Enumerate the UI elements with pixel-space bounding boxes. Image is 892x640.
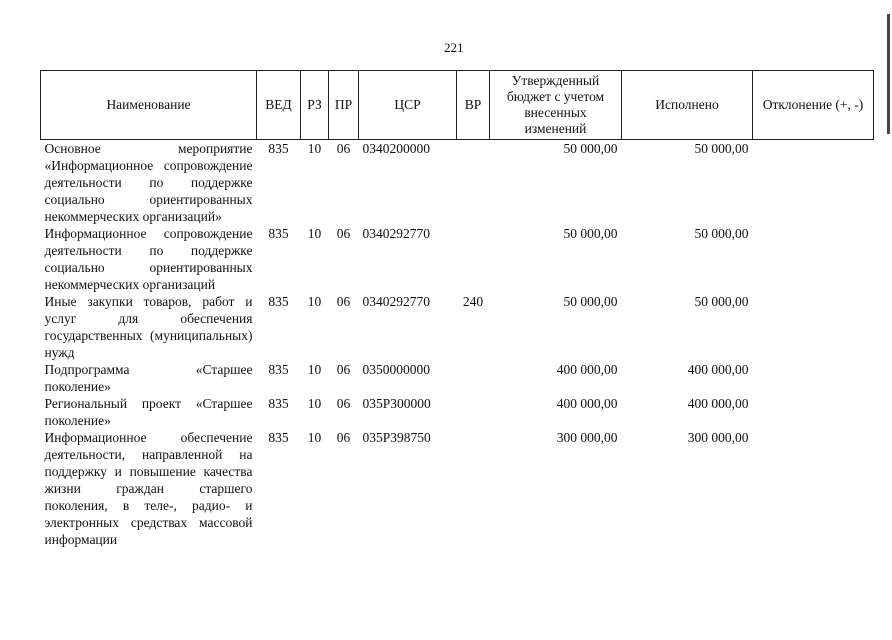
header-csr: ЦСР (359, 71, 457, 140)
row-vr: 240 (462, 294, 484, 309)
row-pr: 06 (336, 226, 351, 241)
row-approved: 50 000,00 (563, 141, 618, 156)
table-row (41, 140, 874, 226)
row-ved: 835 (268, 294, 289, 309)
row-name: Подпрограмма «Старшее поколение» (44, 362, 253, 394)
row-rz: 10 (307, 141, 322, 156)
row-approved: 300 000,00 (556, 430, 618, 445)
row-deviation (753, 361, 874, 395)
row-deviation (753, 395, 874, 429)
row-deviation (753, 225, 874, 293)
row-csr: 035P300000 (362, 396, 431, 411)
row-csr: 0340292770 (362, 294, 430, 309)
header-rz: РЗ (301, 71, 329, 140)
row-pr: 06 (336, 362, 351, 377)
row-pr: 06 (336, 294, 351, 309)
row-executed: 400 000,00 (687, 396, 749, 411)
row-rz: 10 (307, 226, 322, 241)
row-ved: 835 (268, 396, 289, 411)
row-name: Информационное сопровождение деятельности по поддержке социально ориентированных некоммерческих организаций (44, 226, 253, 292)
row-ved: 835 (268, 430, 289, 445)
header-approved: Утвержденный бюджет с учетом внесенных изменений (490, 71, 622, 140)
row-ved: 835 (268, 226, 289, 241)
row-csr: 0340200000 (362, 141, 430, 156)
row-pr: 06 (336, 430, 351, 445)
row-pr: 06 (336, 396, 351, 411)
header-pr: ПР (329, 71, 359, 140)
row-name: Региональный проект «Старшее поколение» (44, 396, 253, 428)
row-executed: 50 000,00 (694, 226, 749, 241)
row-vr (457, 395, 490, 429)
row-vr (457, 140, 490, 226)
row-csr: 0340292770 (362, 226, 430, 241)
row-approved: 400 000,00 (556, 396, 618, 411)
row-name: Информационное обеспечение деятельности, направленной на поддержку и повышение качества жизни граждан старшего поколения, в теле-, радио- и электронных средствах массовой информации (44, 430, 253, 547)
header-name: Наименование (41, 71, 257, 140)
row-name: Основное мероприятие «Информационное сопровождение деятельности по поддержке социально ориентированных некоммерческих организаций» (44, 141, 253, 224)
header-ved: ВЕД (257, 71, 301, 140)
row-approved: 50 000,00 (563, 294, 618, 309)
page-number: 221 (444, 40, 464, 55)
row-name: Иные закупки товаров, работ и услуг для обеспечения государственных (муниципальных) нужд (44, 294, 253, 360)
header-deviation: Отклонение (+, -) (753, 71, 874, 140)
row-vr (457, 361, 490, 395)
row-vr (457, 225, 490, 293)
table-row (41, 225, 874, 293)
row-deviation (753, 293, 874, 361)
header-executed: Исполнено (622, 71, 753, 140)
row-rz: 10 (307, 362, 322, 377)
row-vr (457, 429, 490, 548)
row-csr: 035P398750 (362, 430, 431, 445)
row-ved: 835 (268, 141, 289, 156)
row-rz: 10 (307, 396, 322, 411)
row-csr: 0350000000 (362, 362, 430, 377)
row-executed: 50 000,00 (694, 141, 749, 156)
header-vr: ВР (457, 71, 490, 140)
row-executed: 300 000,00 (687, 430, 749, 445)
page-edge-line (887, 14, 890, 134)
row-executed: 400 000,00 (687, 362, 749, 377)
row-executed: 50 000,00 (694, 294, 749, 309)
header-row (41, 71, 874, 140)
row-approved: 400 000,00 (556, 362, 618, 377)
row-rz: 10 (307, 294, 322, 309)
row-approved: 50 000,00 (563, 226, 618, 241)
table-row (41, 429, 874, 548)
table-row (41, 361, 874, 395)
row-deviation (753, 140, 874, 226)
row-rz: 10 (307, 430, 322, 445)
row-ved: 835 (268, 362, 289, 377)
budget-table (40, 70, 874, 548)
table-row (41, 293, 874, 361)
table-row (41, 395, 874, 429)
row-pr: 06 (336, 141, 351, 156)
row-deviation (753, 429, 874, 548)
